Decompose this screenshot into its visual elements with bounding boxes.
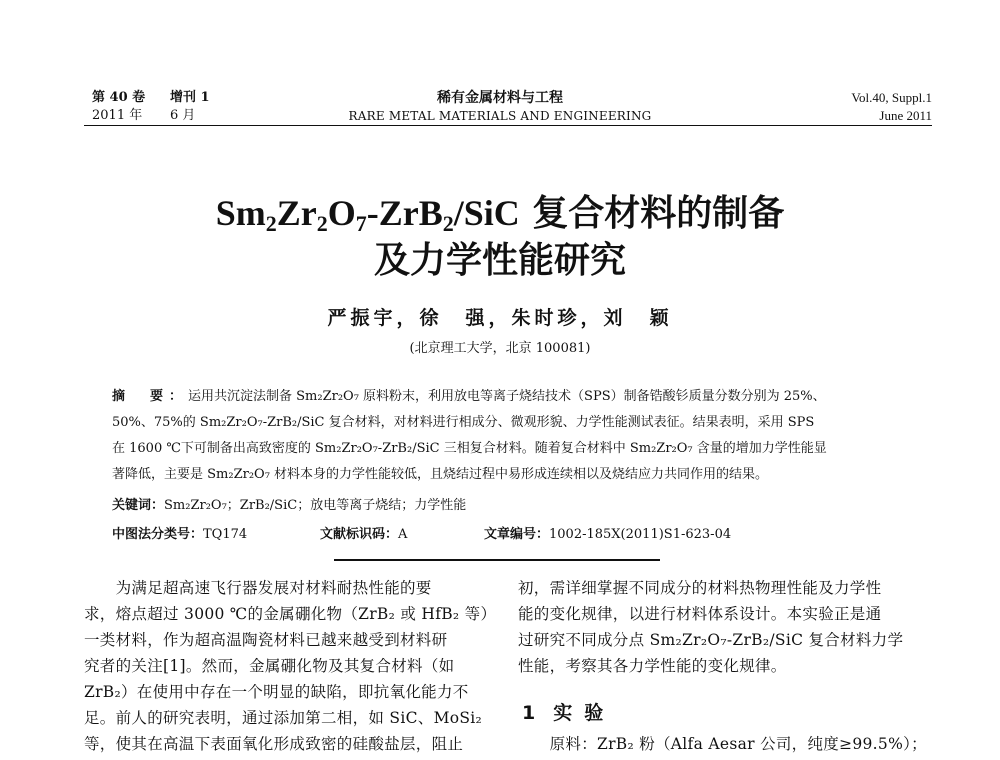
body-right-line-2: 能的变化规律，以进行材料体系设计。本实验正是通 xyxy=(518,605,882,623)
doc-label: 文献标识码： xyxy=(320,527,399,542)
paper-title-line-1 xyxy=(0,190,1000,241)
body-left-line-6: 足。前人的研究表明，通过添加第二相，如 SiC、MoSi₂ xyxy=(84,709,483,727)
body-left-line-2: 求，熔点超过 3000 ℃的金属硼化物（ZrB₂ 或 HfB₂ 等） xyxy=(84,605,497,623)
journal-name-cn: 稀有金属材料与工程 xyxy=(437,90,563,106)
article-value: 1002-185X(2011)S1-623-04 xyxy=(549,527,732,542)
doc-value: A xyxy=(398,527,408,542)
clc-number xyxy=(112,526,247,543)
body-left-line-5: ZrB₂）在使用中存在一个明显的缺陷，即抗氧化能力不 xyxy=(84,683,469,701)
section-number: 1 xyxy=(522,702,536,724)
header-issue: 增刊 1 xyxy=(170,90,210,105)
header-volume: 第 40 卷 xyxy=(92,90,146,105)
clc-label: 中图法分类号： xyxy=(112,527,204,542)
abstract-line-2: 50%、75%的 Sm₂Zr₂O₇-ZrB₂/SiC 复合材料，对材料进行相成分、微观形貌、力学性能测试表征。结果表明，采用 SPS xyxy=(112,415,815,430)
header-volume-en: Vol.40, Suppl.1 xyxy=(851,90,932,105)
keywords-line xyxy=(112,497,466,514)
body-left-line-4: 究者的关注[1]。然而，金属硼化物及其复合材料（如 xyxy=(84,657,455,675)
title-cn-part: 复合材料的制备 xyxy=(532,193,785,234)
keywords-label: 关键词： xyxy=(112,498,165,513)
header-month: 6 月 xyxy=(170,108,196,123)
body-left-line-1: 为满足超高速飞行器发展对材料耐热性能的要 xyxy=(84,579,432,597)
article-label: 文章编号： xyxy=(484,527,550,542)
author-list: 严振宇，徐 强，朱时珍，刘 颖 xyxy=(327,307,673,329)
paper-title-line-2: 及力学性能研究 xyxy=(373,240,626,281)
doc-code xyxy=(320,526,407,543)
clc-value: TQ174 xyxy=(203,527,248,542)
header-date-en: June 2011 xyxy=(879,108,932,123)
section-title: 实验 xyxy=(553,702,616,724)
journal-name-en: RARE METAL MATERIALS AND ENGINEERING xyxy=(348,109,652,123)
body-right-line-4: 性能，考察其各力学性能的变化规律。 xyxy=(518,657,787,675)
section-divider xyxy=(334,559,660,561)
title-formula: $Sm_2Zr_2O_7-ZrB_2$/SiC xyxy=(215,193,520,236)
body-left-line-3: 一类材料，作为超高温陶瓷材料已越来越受到材料研 xyxy=(84,631,448,649)
header-rule xyxy=(84,125,932,126)
keywords-text: Sm₂Zr₂O₇；ZrB₂/SiC；放电等离子烧结；力学性能 xyxy=(164,498,467,513)
body-left-line-7: 等，使其在高温下表面氧化形成致密的硅酸盐层，阻止 xyxy=(84,735,464,753)
body-right-line-1: 初，需详细掌握不同成分的材料热物理性能及力学性 xyxy=(518,579,882,597)
abstract-text-1: 运用共沉淀法制备 Sm₂Zr₂O₇ 原料粉末，利用放电等离子烧结技术（SPS）制备锆酸钐质量分数分别为 25%、 xyxy=(188,389,826,404)
section-heading xyxy=(522,698,615,725)
body-right-line-3: 过研究不同成分点 Sm₂Zr₂O₇-ZrB₂/SiC 复合材料力学 xyxy=(518,631,904,649)
body-right-line-5: 原料：ZrB₂ 粉（Alfa Aesar 公司，纯度≥99.5%）； xyxy=(518,735,927,753)
abstract-line-4: 著降低，主要是 Sm₂Zr₂O₇ 材料本身的力学性能较低，且烧结过程中易形成连续相以及烧结应力共同作用的结果。 xyxy=(112,467,769,482)
affiliation: (北京理工大学，北京 100081) xyxy=(409,341,591,356)
article-number xyxy=(484,526,731,543)
abstract-line-1 xyxy=(112,388,826,405)
abstract-line-3: 在 1600 ℃下可制备出高致密度的 Sm₂Zr₂O₇-ZrB₂/SiC 三相复合材料。随着复合材料中 Sm₂Zr₂O₇ 含量的增加力学性能显 xyxy=(112,441,827,456)
header-year: 2011 年 xyxy=(92,108,143,123)
abstract-label: 摘 要： xyxy=(112,389,189,404)
